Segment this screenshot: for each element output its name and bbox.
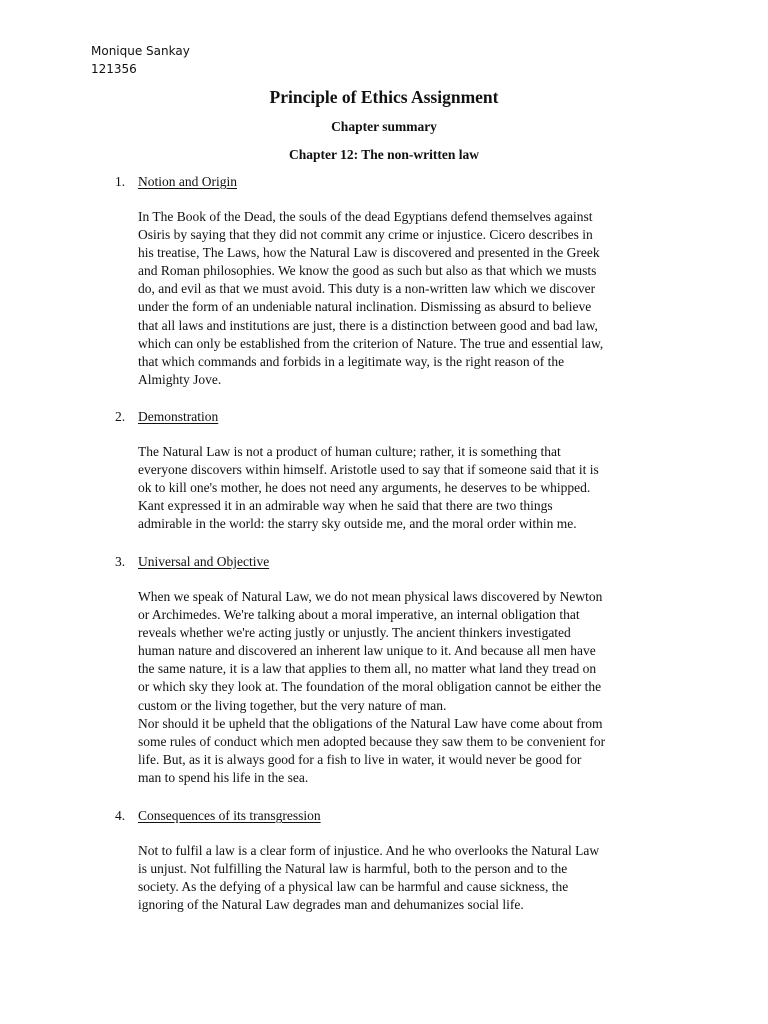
author-block <box>91 42 190 78</box>
student-id: 121356 <box>91 62 137 76</box>
paragraph-line: In The Book of the Dead, the souls of the dead Egyptians defend themselves against <box>138 209 593 224</box>
section-number: 3. <box>115 554 126 569</box>
paragraph-line: Nor should it be upheld that the obligations of the Natural Law have come about from <box>138 715 603 731</box>
document-title: Principle of Ethics Assignment <box>269 87 499 107</box>
paragraph-line: which can only be established from the criterion of Nature. The true and essential law, <box>138 335 604 351</box>
paragraph-line: some rules of conduct which men adopted because they saw them to be convenient for <box>138 733 606 749</box>
paragraph-line: ok to kill one's mother, he does not need any arguments, he deserves to be whipped. <box>138 480 591 496</box>
paragraph-line: custom or the living together, but the very nature of man. <box>138 697 447 713</box>
paragraph-line: or Archimedes. We're talking about a moral imperative, an internal obligation that <box>138 607 580 623</box>
section-body <box>138 588 678 787</box>
section-heading-text: Notion and Origin <box>138 174 237 189</box>
paragraph-line: When we speak of Natural Law, we do not mean physical laws discovered by Newton <box>138 589 603 604</box>
paragraph-line: man to spend his life in the sea. <box>138 769 309 785</box>
author-name: Monique Sankay <box>91 44 190 58</box>
paragraph-line: do, and evil as that we must avoid. This duty is a non-written law which we discover <box>138 281 596 297</box>
section-body <box>138 443 678 533</box>
paragraph-line: ignoring of the Natural Law degrades man and dehumanizes social life. <box>138 897 524 913</box>
paragraph-line: The Natural Law is not a product of human culture; rather, it is something that <box>138 444 561 459</box>
paragraph-line: Kant expressed it in an admirable way when he said that there are two things <box>138 498 553 514</box>
section-number: 4. <box>115 808 126 823</box>
paragraph-line: reveals whether we're acting justly or unjustly. The ancient thinkers investigated <box>138 625 571 641</box>
paragraph-line: admirable in the world: the starry sky outside me, and the moral order within me. <box>138 516 577 532</box>
paragraph-line: everyone discovers within himself. Aristotle used to say that if someone said that it is <box>138 462 599 478</box>
section-body <box>138 842 678 914</box>
paragraph-line: or which sky they look at. The foundation of the moral obligation cannot be either the <box>138 679 602 695</box>
chapter-title: Chapter 12: The non-written law <box>288 147 479 162</box>
paragraph-line: under the form of an undeniable natural inclination. Dismissing as absurd to believe <box>138 299 592 315</box>
section-number: 1. <box>115 174 126 189</box>
section-heading-text: Demonstration <box>138 409 219 424</box>
paragraph-line: the same nature, it is a law that applies to them all, no matter what land they tread on <box>138 661 597 677</box>
paragraph-line: that all laws and institutions are just, there is a distinction between good and bad law, <box>138 317 598 333</box>
paragraph-line: and Roman philosophies. We know the good as such but also as that which we musts <box>138 263 597 279</box>
section-heading-text: Consequences of its transgression <box>138 808 321 823</box>
section-heading-text: Universal and Objective <box>138 554 270 569</box>
section-number: 2. <box>115 409 126 424</box>
paragraph-line: Not to fulfil a law is a clear form of injustice. And he who overlooks the Natural Law <box>138 843 600 858</box>
paragraph-line: his treatise, The Laws, how the Natural Law is discovered and presented in the Greek <box>138 245 600 261</box>
paragraph-line: that which commands and forbids in a legitimate way, is the right reason of the <box>138 353 565 369</box>
paragraph-line: Almighty Jove. <box>138 371 222 387</box>
paragraph-line: society. As the defying of a physical law can be harmful and cause sickness, the <box>138 879 569 895</box>
paragraph-line: human nature and discovered an inherent law unique to it. And because all men have <box>138 643 596 659</box>
section-body <box>138 208 678 389</box>
paragraph-line: is unjust. Not fulfilling the Natural law is harmful, both to the person and to the <box>138 861 568 877</box>
paragraph-line: life. But, as it is always good for a fish to live in water, it would never be good for <box>138 751 582 767</box>
document-subtitle: Chapter summary <box>331 119 437 134</box>
paragraph-line: Osiris by saying that they did not commit any crime or injustice. Cicero describes in <box>138 227 593 243</box>
